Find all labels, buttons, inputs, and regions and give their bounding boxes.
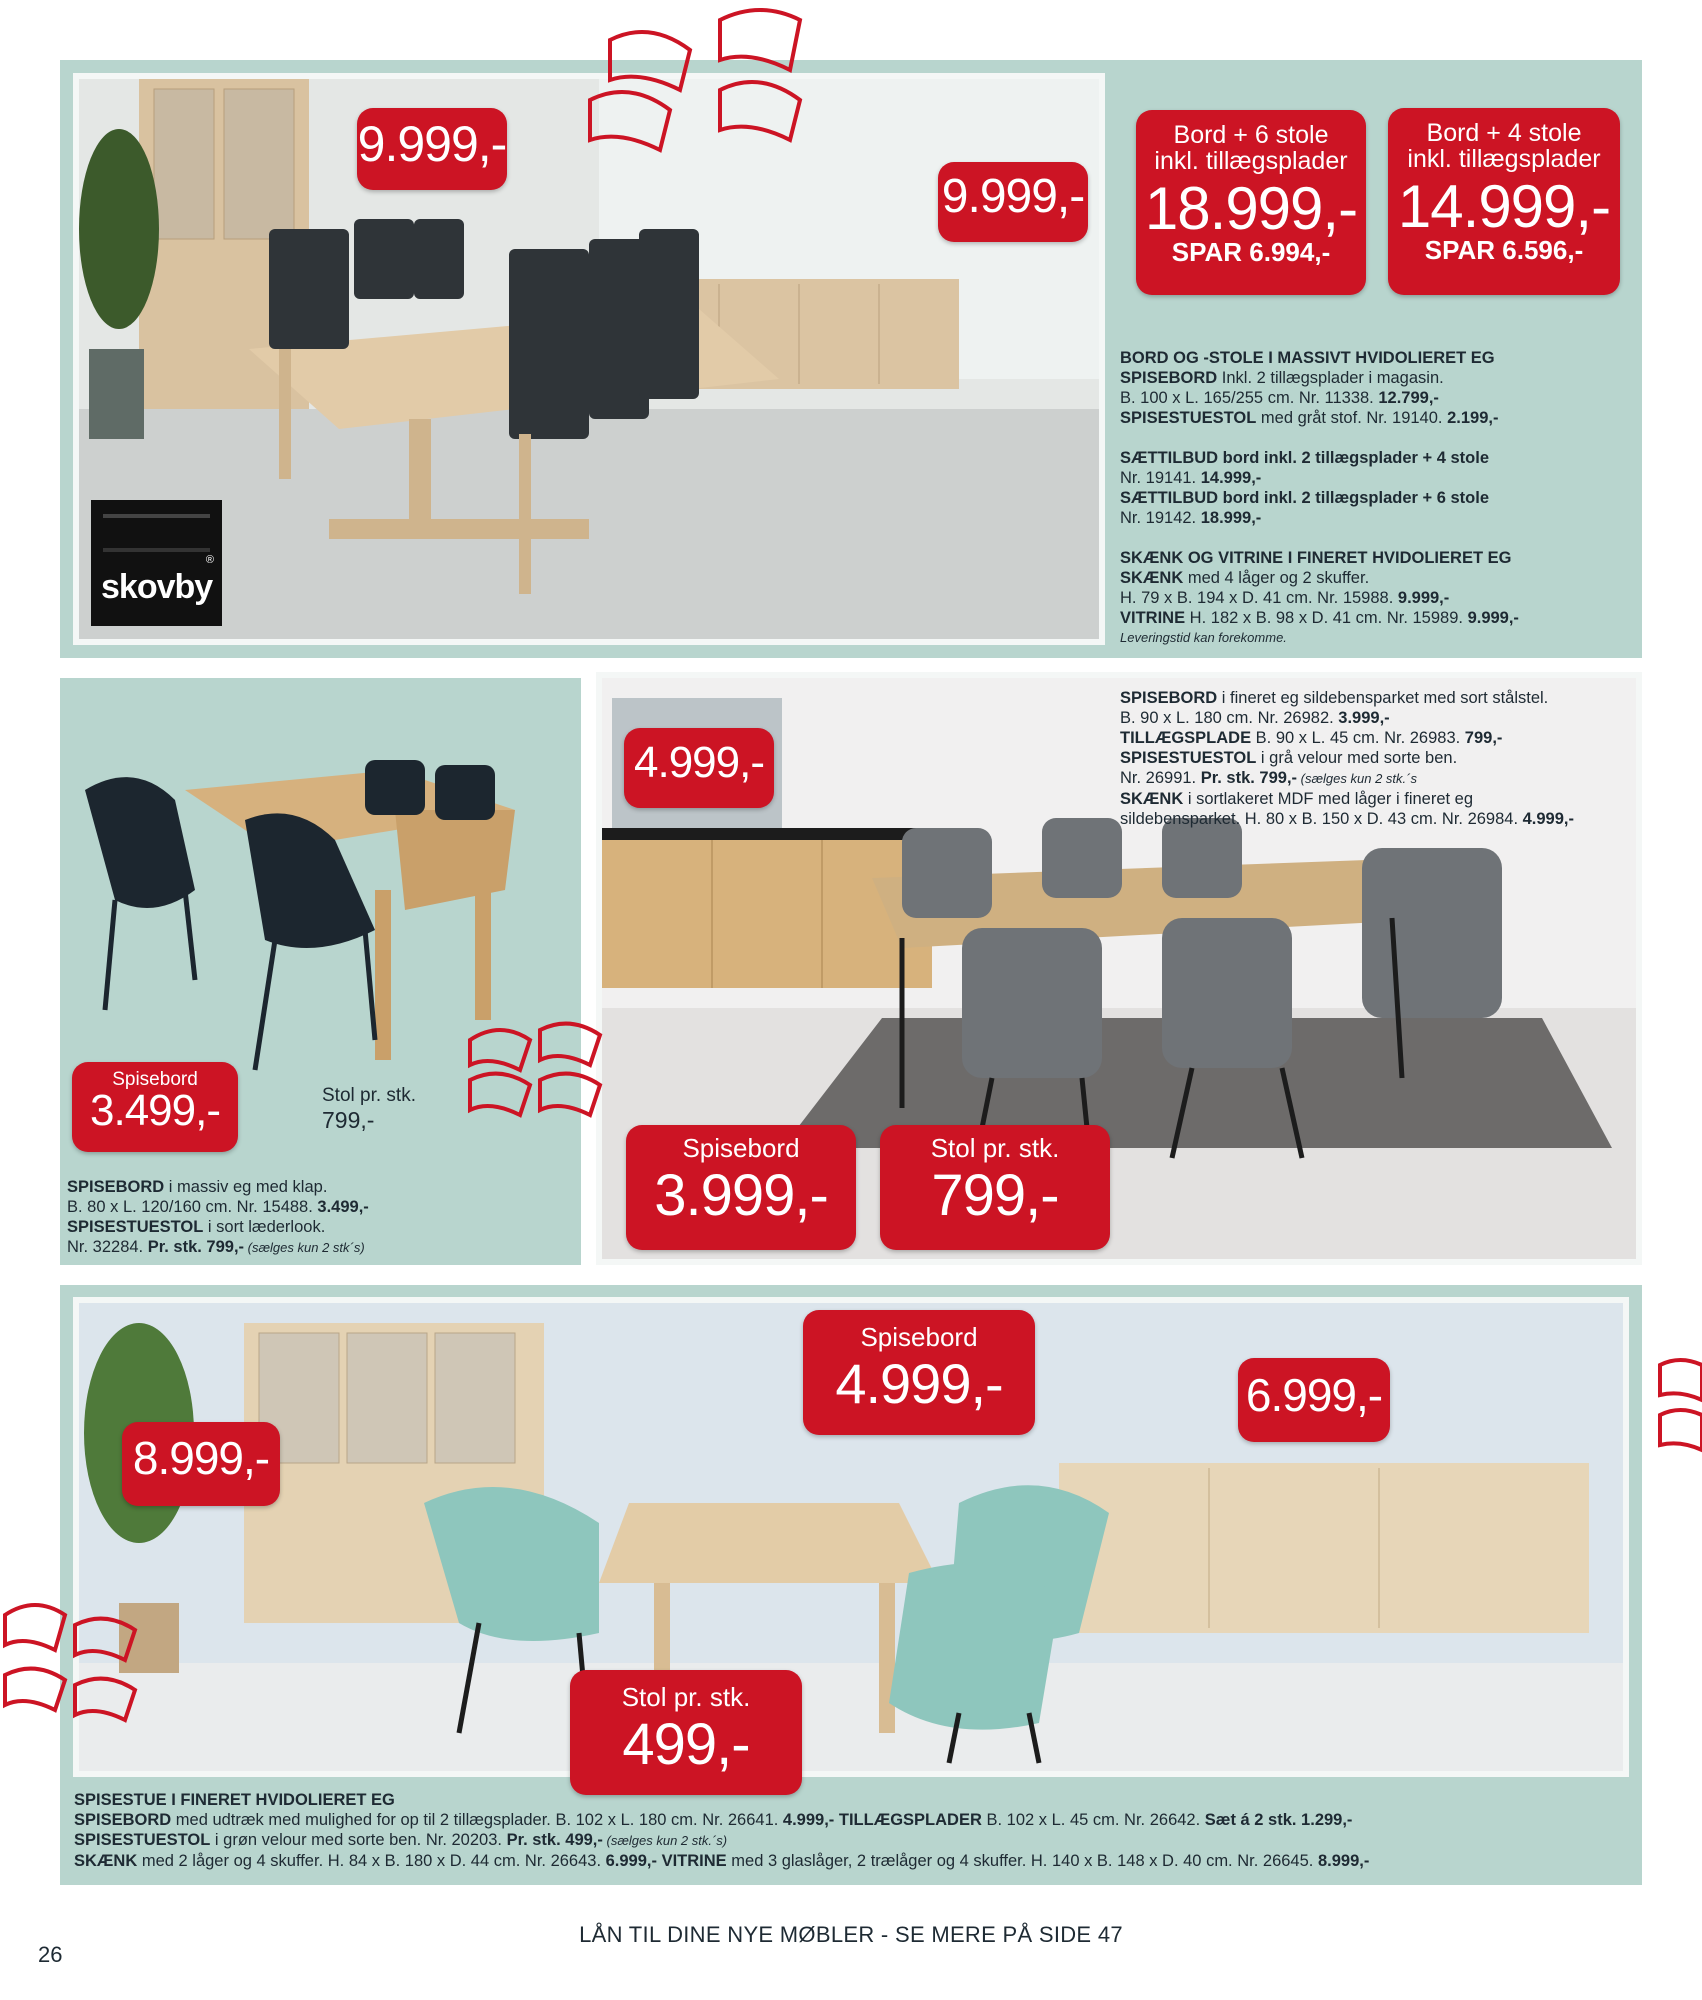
decorative-bow-left — [0, 1595, 150, 1745]
delivery-note: Leveringstid kan forekomme. — [1120, 630, 1287, 645]
section-4-description: SPISESTUE I FINERET HVIDOLIERET EG SPISEBORD med udtræk med mulighed for op til 2 tillægsplader. B. 102 x L. 180 cm. Nr. 26641. 4.999,- TILLÆGSPLADER B. 102 x L. 45 cm. Nr. 26642. Sæt á 2 stk. 1.299,- SPISESTUESTOL i grøn velour med sorte ben. Nr. 20203. Pr. stk. 499,- (sælges kun 2 stk.´s) SKÆNK med 2 låger og 4 skuffer. H. 84 x B. 180 x D. 44 cm. Nr. 26643. 6.999,- VITRINE med 3 glaslåger, 2 trælåger og 4 skuffer. H. 140 x B. 148 x D. 40 cm. Nr. 26645. 8.999,- — [74, 1791, 1370, 1870]
footer-loan-text: LÅN TIL DINE NYE MØBLER - SE MERE PÅ SIDE 47 — [579, 1922, 1123, 1947]
price-table-s3: Spisebord 3.999,- — [626, 1125, 856, 1250]
logo-registered-mark: ® — [205, 554, 214, 566]
decorative-bow-top — [570, 0, 870, 160]
logo-wordmark: skovby — [101, 568, 213, 606]
price-table-s4: Spisebord 4.999,- — [803, 1310, 1035, 1435]
price-chair-s4: Stol pr. stk. 499,- — [570, 1670, 802, 1795]
price-skaenk-s1: 9.999,- — [938, 162, 1088, 242]
decorative-bow-middle — [460, 1000, 610, 1140]
price-set-6-chairs: Bord + 6 stole inkl. tillægsplader 18.999,- SPAR 6.994,- — [1136, 110, 1366, 295]
price-chair-s2: Stol pr. stk. 799,- — [322, 1085, 416, 1133]
price-table-s2: Spisebord 3.499,- — [72, 1062, 238, 1152]
price-vitrine-s1: 9.999,- — [357, 108, 507, 190]
section-1-description: BORD OG -STOLE I MASSIVT HVIDOLIERET EG SPISEBORD Inkl. 2 tillægsplader i magasin. B. 100 x L. 165/255 cm. Nr. 11338. 12.799,- SPISESTUESTOL med gråt stof. Nr. 19140. 2.199,- SÆTTILBUD bord inkl. 2 tillægsplader + 4 stole Nr. 19141. 14.999,- SÆTTILBUD bord inkl. 2 tillægsplader + 6 stole Nr. 19142. 18.999,- SKÆNK OG VITRINE I FINERET HVIDOLIERET EG SKÆNK med 4 låger og 2 skuffer. H. 79 x B. 194 x D. 41 cm. Nr. 15988. 9.999,- VITRINE H. 182 x B. 98 x D. 41 cm. Nr. 15989. 9.999,- Leveringstid kan forekomme. — [1120, 348, 1519, 648]
price-skaenk-s4: 6.999,- — [1238, 1358, 1390, 1442]
section-2-description: SPISEBORD i massiv eg med klap. B. 80 x L. 120/160 cm. Nr. 15488. 3.499,- SPISESTUESTOL i sort læderlook. Nr. 32284. Pr. stk. 799,- (sælges kun 2 stk´s) — [67, 1178, 369, 1256]
logo-mark — [103, 514, 210, 552]
price-vitrine-s4: 8.999,- — [122, 1422, 280, 1506]
decorative-bow-right — [1655, 1355, 1702, 1465]
price-set-4-chairs: Bord + 4 stole inkl. tillægsplader 14.999,- SPAR 6.596,- — [1388, 108, 1620, 295]
section-3-description: SPISEBORD i fineret eg sildebensparket med sort stålstel. B. 90 x L. 180 cm. Nr. 26982. 3.999,- TILLÆGSPLADE B. 90 x L. 45 cm. Nr. 26983. 799,- SPISESTUESTOL i grå velour med sorte ben. Nr. 26991. Pr. stk. 799,- (sælges kun 2 stk.´s SKÆNK i sortlakeret MDF med låger i fineret eg sildebensparket. H. 80 x B. 150 x D. 43 cm. Nr. 26984. 4.999,- — [1120, 689, 1574, 828]
price-skaenk-s3: 4.999,- — [624, 728, 774, 808]
price-chair-s3: Stol pr. stk. 799,- — [880, 1125, 1110, 1250]
skovby-logo — [91, 500, 222, 626]
page-number: 26 — [38, 1942, 63, 1967]
